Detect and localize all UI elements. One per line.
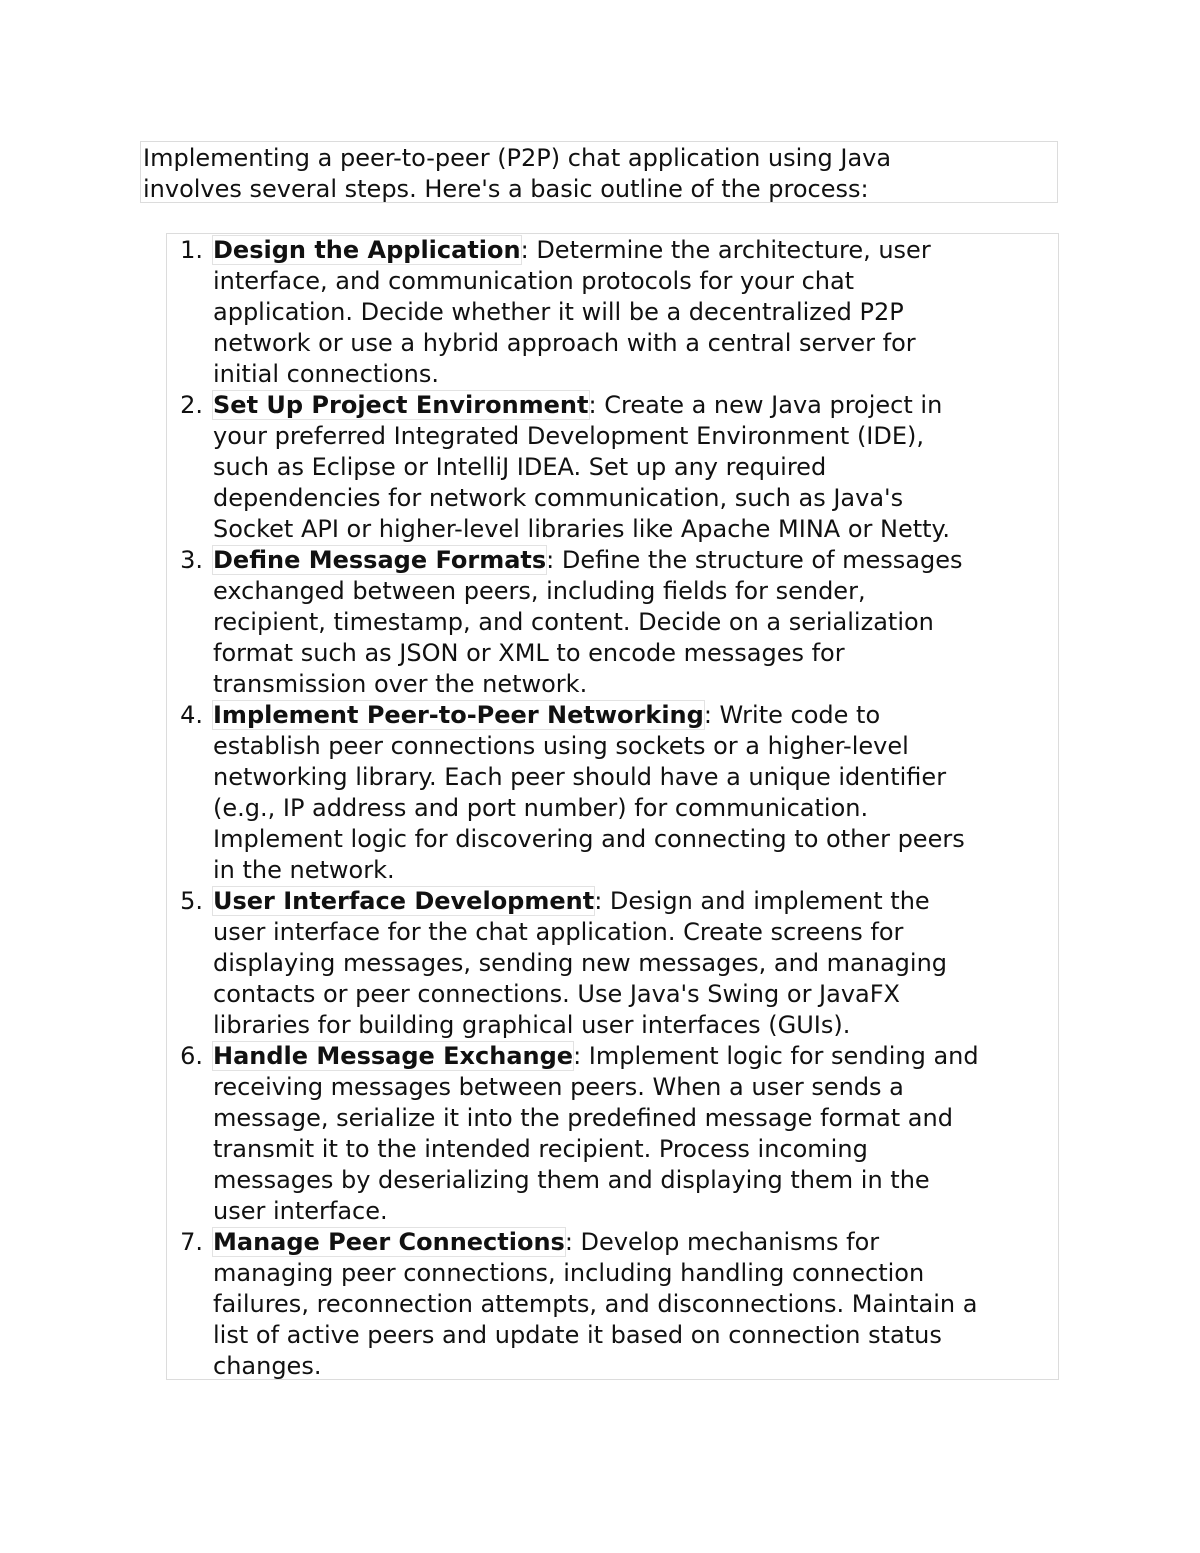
list-number: 5. bbox=[180, 887, 203, 915]
list-number: 1. bbox=[180, 236, 203, 264]
intro-line: involves several steps. Here's a basic outline of the process: bbox=[143, 175, 869, 203]
step-line: application. Decide whether it will be a decentralized P2P bbox=[213, 298, 904, 326]
step-line: contacts or peer connections. Use Java's Swing or JavaFX bbox=[213, 980, 900, 1008]
step-heading: Design the Application bbox=[213, 236, 521, 264]
step-heading: Implement Peer-to-Peer Networking bbox=[213, 701, 704, 729]
step-line: establish peer connections using sockets or a higher-level bbox=[213, 732, 909, 760]
step-line: dependencies for network communication, such as Java's bbox=[213, 484, 904, 512]
list-number: 2. bbox=[180, 391, 203, 419]
step-heading: Handle Message Exchange bbox=[213, 1042, 574, 1070]
step-line: such as Eclipse or IntelliJ IDEA. Set up any required bbox=[213, 453, 827, 481]
step-line: Implement logic for discovering and connecting to other peers bbox=[213, 825, 965, 853]
step-text: : Define the structure of messages bbox=[546, 546, 963, 574]
step-line: networking library. Each peer should have a unique identifier bbox=[213, 763, 947, 791]
list-number: 7. bbox=[180, 1228, 203, 1256]
list-item-text bbox=[213, 545, 1061, 700]
step-line: displaying messages, sending new messages, and managing bbox=[213, 949, 948, 977]
step-text: : Implement logic for sending and bbox=[573, 1042, 979, 1070]
list-item-text bbox=[213, 235, 1061, 390]
list-item-text bbox=[213, 1227, 1061, 1382]
steps-list bbox=[166, 233, 1059, 1380]
list-number: 4. bbox=[180, 701, 203, 729]
step-text: : Create a new Java project in bbox=[588, 391, 943, 419]
step-line: failures, reconnection attempts, and disconnections. Maintain a bbox=[213, 1290, 978, 1318]
list-item-text bbox=[213, 390, 1061, 545]
step-line: libraries for building graphical user interfaces (GUIs). bbox=[213, 1011, 851, 1039]
step-line: receiving messages between peers. When a user sends a bbox=[213, 1073, 904, 1101]
step-line: recipient, timestamp, and content. Decide on a serialization bbox=[213, 608, 934, 636]
step-line: list of active peers and update it based on connection status bbox=[213, 1321, 942, 1349]
intro-line: Implementing a peer-to-peer (P2P) chat application using Java bbox=[143, 144, 892, 172]
step-line: managing peer connections, including handling connection bbox=[213, 1259, 925, 1287]
step-line: exchanged between peers, including fields for sender, bbox=[213, 577, 866, 605]
step-line: your preferred Integrated Development Environment (IDE), bbox=[213, 422, 925, 450]
step-line: network or use a hybrid approach with a central server for bbox=[213, 329, 916, 357]
step-text: : Write code to bbox=[703, 701, 881, 729]
step-line: initial connections. bbox=[213, 360, 439, 388]
step-line: in the network. bbox=[213, 856, 395, 884]
list-item-text bbox=[213, 1041, 1061, 1227]
step-line: Socket API or higher-level libraries like Apache MINA or Netty. bbox=[213, 515, 950, 543]
list-item-text bbox=[213, 700, 1061, 886]
step-line: user interface for the chat application. Create screens for bbox=[213, 918, 904, 946]
step-line: interface, and communication protocols for your chat bbox=[213, 267, 855, 295]
step-line: transmit it to the intended recipient. Process incoming bbox=[213, 1135, 868, 1163]
list-number: 6. bbox=[180, 1042, 203, 1070]
step-line: user interface. bbox=[213, 1197, 388, 1225]
step-line: changes. bbox=[213, 1352, 322, 1380]
intro-paragraph bbox=[140, 141, 1058, 203]
step-heading: Set Up Project Environment bbox=[213, 391, 589, 419]
list-number: 3. bbox=[180, 546, 203, 574]
step-line: transmission over the network. bbox=[213, 670, 588, 698]
list-item-text bbox=[213, 886, 1061, 1041]
step-text: : Develop mechanisms for bbox=[564, 1228, 880, 1256]
step-heading: Define Message Formats bbox=[213, 546, 547, 574]
step-text: : Determine the architecture, user bbox=[520, 236, 931, 264]
step-line: format such as JSON or XML to encode messages for bbox=[213, 639, 845, 667]
step-line: messages by deserializing them and displaying them in the bbox=[213, 1166, 930, 1194]
step-heading: Manage Peer Connections bbox=[213, 1228, 565, 1256]
step-heading: User Interface Development bbox=[213, 887, 595, 915]
step-text: : Design and implement the bbox=[594, 887, 930, 915]
step-line: message, serialize it into the predefined message format and bbox=[213, 1104, 953, 1132]
step-line: (e.g., IP address and port number) for communication. bbox=[213, 794, 869, 822]
